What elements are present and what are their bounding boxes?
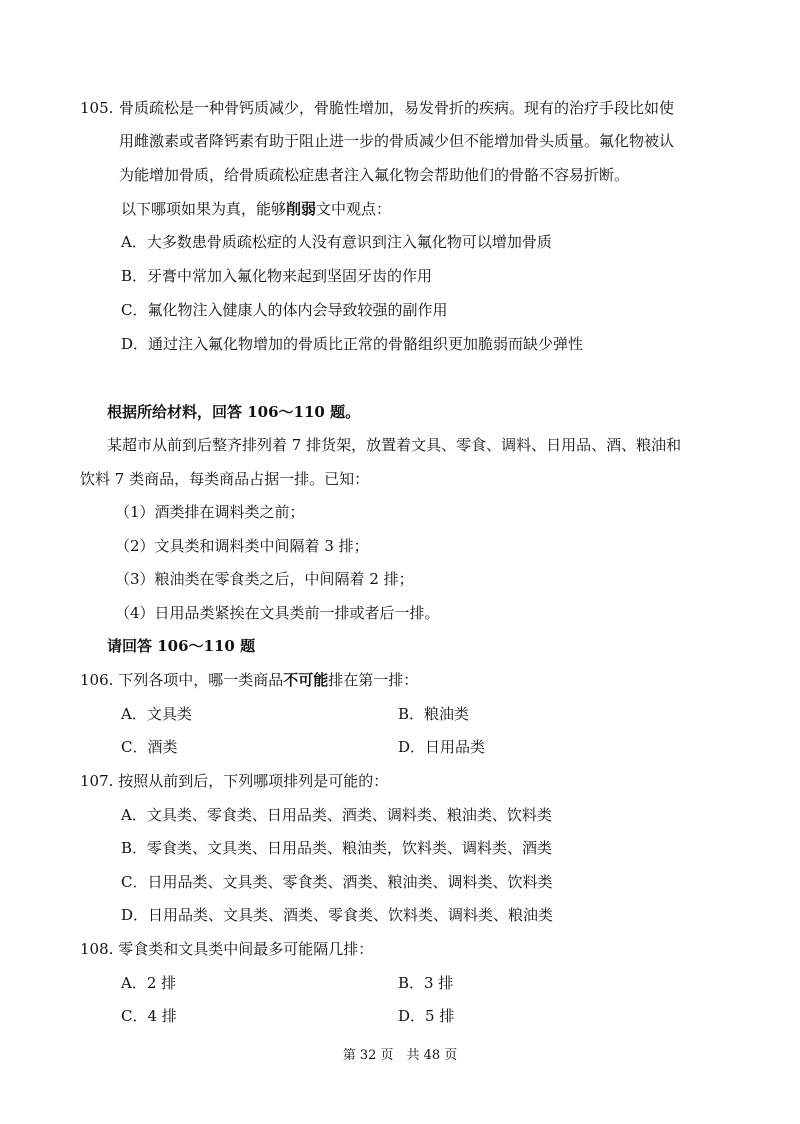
question-105-prompt-emphasis: 削弱 [286,200,317,218]
question-105-option-d: D．通过注入氟化物增加的骨质比正常的骨骼组织更加脆弱而缺少弹性 [121,335,584,353]
question-105-option-a: A．大多数患骨质疏松症的人没有意识到注入氟化物可以增加骨质 [121,233,552,251]
question-108-number: 108. [80,940,114,958]
material-heading: 根据所给材料，回答 106～110 题。 [107,403,361,421]
material-intro-line-1: 某超市从前到后整齐排列着 7 排货架，放置着文具、零食、调料、日用品、酒、粮油和 [107,436,682,454]
question-105-stem-line-2: 用雌激素或者降钙素有助于阻止进一步的骨质减少但不能增加骨头质量。氟化物被认 [119,132,675,150]
question-105-prompt-post: 文中观点： [316,200,392,218]
question-108 [80,939,373,959]
question-105-prompt-pre: 以下哪项如果为真，能够 [121,200,287,218]
question-107-option-c: C．日用品类、文具类、零食类、酒类、粮油类、调料类、饮料类 [121,873,553,891]
question-106-option-c: C．酒类 [121,738,178,756]
question-107-option-a: A．文具类、零食类、日用品类、酒类、调料类、粮油类、饮料类 [121,806,552,824]
question-106 [80,670,418,690]
question-105-number: 105. [80,99,114,117]
question-106-option-a: A．文具类 [121,705,192,723]
material-condition-4: （4）日用品类紧挨在文具类前一排或者后一排。 [115,604,440,622]
question-107-stem: 按照从前到后，下列哪项排列是可能的： [118,772,389,790]
question-107-option-d: D．日用品类、文具类、酒类、零食类、饮料类、调料类、粮油类 [121,906,554,924]
question-106-option-b: B．粮油类 [398,705,470,723]
material-prompt: 请回答 106～110 题 [107,637,256,655]
question-108-option-c: C．4 排 [121,1007,177,1025]
question-106-stem-emphasis: 不可能 [283,671,329,689]
question-106-stem-pre: 下列各项中，哪一类商品 [118,671,284,689]
page-number-footer: 第 32 页 共 48 页 [342,1048,458,1063]
question-105-option-b: B．牙膏中常加入氟化物来起到坚固牙齿的作用 [121,267,433,285]
question-108-stem: 零食类和文具类中间最多可能隔几排： [118,940,374,958]
question-108-option-d: D．5 排 [398,1007,455,1025]
material-intro-line-2: 饮料 7 类商品，每类商品占据一排。已知： [80,470,370,488]
question-107-number: 107. [80,772,114,790]
question-108-option-b: B．3 排 [398,974,454,992]
question-106-option-d: D．日用品类 [398,738,486,756]
question-105-stem-line-1: 骨质疏松是一种骨钙质减少，骨脆性增加，易发骨折的疾病。现有的治疗手段比如使 [119,99,675,117]
question-106-number: 106. [80,671,114,689]
question-106-stem-post: 排在第一排： [328,671,419,689]
question-107-option-b: B．零食类、文具类、日用品类、粮油类，饮料类、调料类、酒类 [121,839,553,857]
material-condition-2: （2）文具类和调料类中间隔着 3 排； [115,537,369,555]
question-105-prompt [121,199,391,219]
question-107 [80,771,388,791]
material-condition-3: （3）粮油类在零食类之后，中间隔着 2 排； [115,570,414,588]
question-105-stem-line-3: 为能增加骨质，给骨质疏松症患者注入氟化物会帮助他们的骨骼不容易折断。 [119,166,630,184]
material-condition-1: （1）酒类排在调料类之前； [115,503,305,521]
question-105-option-c: C．氟化物注入健康人的体内会导致较强的副作用 [121,301,448,319]
question-108-option-a: A．2 排 [121,974,177,992]
